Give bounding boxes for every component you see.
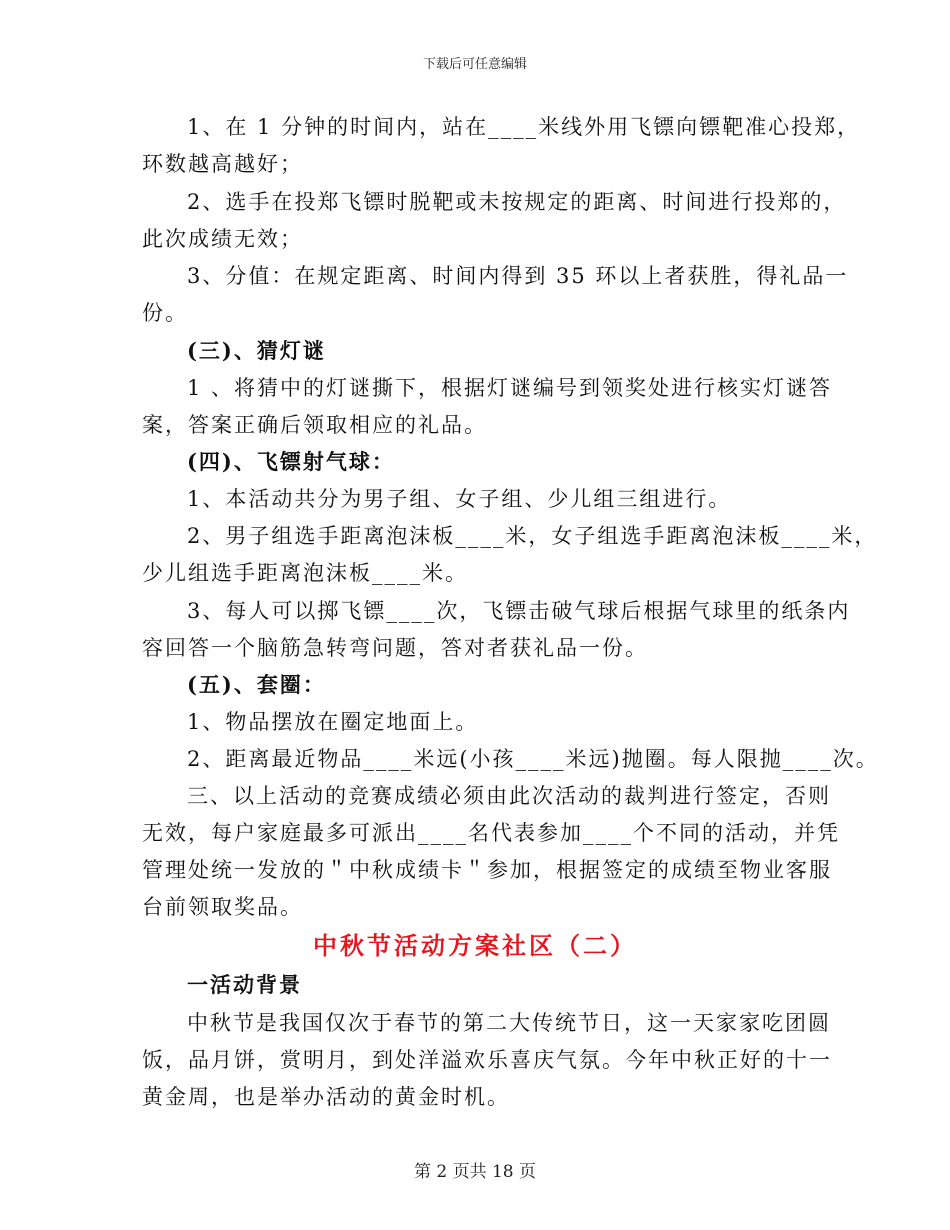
rule-2-line-1: 2、选手在投郑飞镖时脱靶或未按规定的距离、时间进行投郑的， [187, 190, 847, 214]
rules-summary-line-1: 三、以上活动的竞赛成绩必须由此次活动的裁判进行签定，否则 [187, 784, 831, 808]
rules-summary-line-4: 台前领取奖品。 [142, 895, 303, 919]
background-line-3: 黄金周，也是举办活动的黄金时机。 [142, 1085, 510, 1109]
rules-summary-line-2: 无效，每户家庭最多可派出____名代表参加____个不同的活动，并凭 [142, 821, 840, 845]
riddles-line-2: 案，答案正确后领取相应的礼品。 [142, 413, 487, 437]
darts-line-1: 1、本活动共分为男子组、女子组、少儿组三组进行。 [187, 487, 732, 511]
page-header: 下载后可任意编辑 [422, 57, 527, 72]
section-heading-background: 一活动背景 [187, 972, 302, 997]
rule-3-line-1: 3、分值：在规定距离、时间内得到 35 环以上者获胜，得礼品一 [187, 264, 849, 288]
darts-line-4: 3、每人可以掷飞镖____次，飞镖击破气球后根据气球里的纸条内 [187, 599, 851, 623]
darts-line-2: 2、男子组选手距离泡沫板____米，女子组选手距离泡沫板____米， [187, 524, 878, 548]
section-heading-darts-balloons: (四)、飞镖射气球： [187, 449, 395, 474]
darts-line-5: 容回答一个脑筋急转弯问题，答对者获礼品一份。 [142, 636, 648, 660]
page-footer: 第 2 页共 18 页 [413, 1162, 537, 1182]
section-heading-ring-toss: (五)、套圈： [187, 672, 326, 697]
rule-1-line-2: 环数越高越好； [142, 152, 303, 176]
ring-toss-line-2: 2、距离最近物品____米远(小孩____米远)抛圈。每人限抛____次。 [187, 747, 879, 771]
background-line-1: 中秋节是我国仅次于春节的第二大传统节日，这一天家家吃团圆 [187, 1011, 831, 1035]
rule-3-line-2: 份。 [142, 301, 188, 325]
rule-1-line-1: 1、在 1 分钟的时间内，站在____米线外用飞镖向镖靶准心投郑， [187, 115, 861, 139]
background-line-2: 饭，品月饼，赏明月，到处洋溢欢乐喜庆气氛。今年中秋正好的十一 [142, 1048, 832, 1072]
rule-2-line-2: 此次成绩无效； [142, 227, 303, 251]
darts-line-3: 少儿组选手距离泡沫板____米。 [142, 561, 468, 585]
section-title: 中秋节活动方案社区（二） [313, 931, 637, 960]
section-heading-riddles: (三)、猜灯谜 [187, 338, 326, 363]
riddles-line-1: 1 、将猜中的灯谜撕下，根据灯谜编号到领奖处进行核实灯谜答 [187, 376, 833, 400]
ring-toss-line-1: 1、物品摆放在圈定地面上。 [187, 710, 479, 734]
rules-summary-line-3: 管理处统一发放的＂中秋成绩卡＂参加，根据签定的成绩至物业客服 [142, 858, 832, 882]
